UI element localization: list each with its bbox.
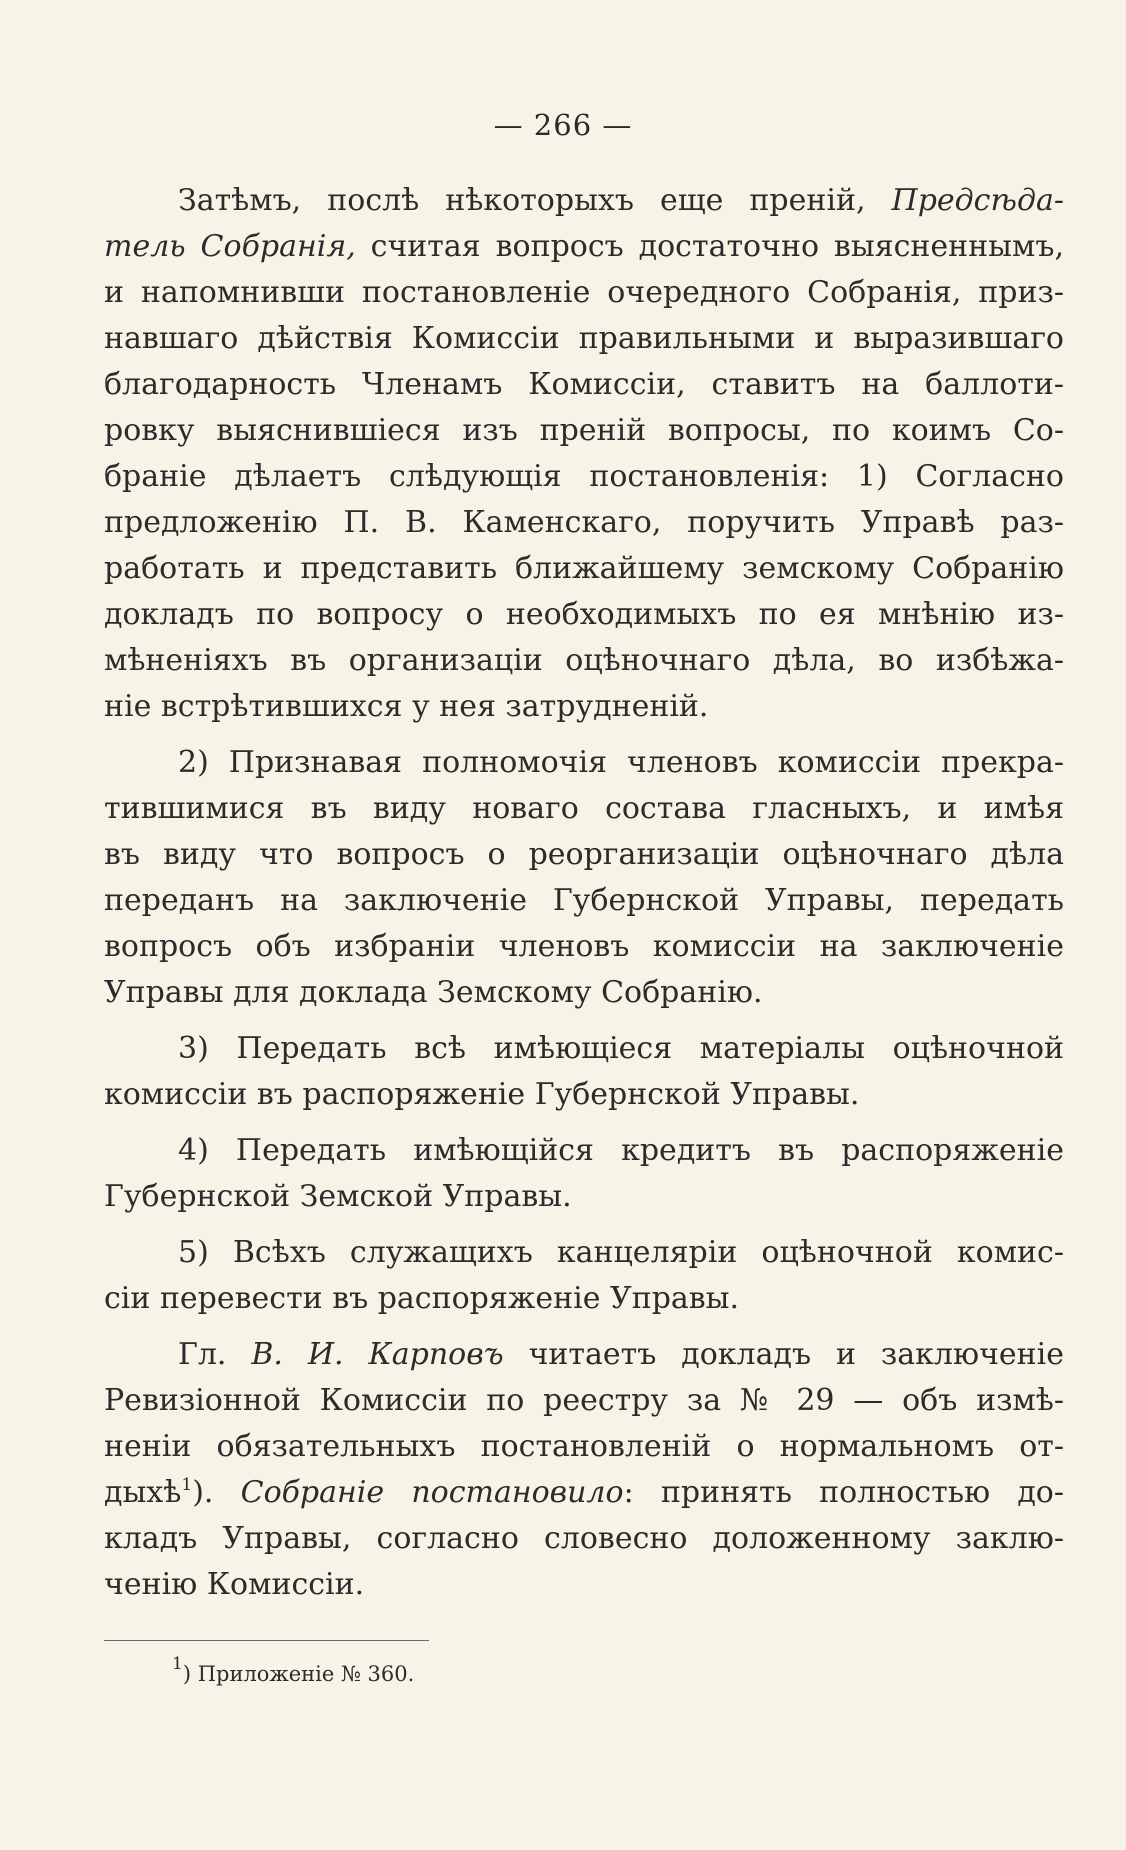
text-line: Управы для доклада Земскому Собранію. (104, 975, 763, 1010)
text-line: 3) Передать всѣ имѣющіеся матеріалы оцѣночной (178, 1031, 1064, 1066)
text-line: ніе встрѣтившихся у нея затрудненій. (104, 689, 709, 724)
text-line: комиссіи въ распоряженіе Губернской Управы. (104, 1077, 860, 1112)
text-line: Затѣмъ, послѣ нѣкоторыхъ еще преній, Предсѣда- (178, 183, 1064, 218)
text-line: работать и представить ближайшему земскому Собранію (104, 551, 1064, 586)
text-line: благодарность Членамъ Комиссіи, ставитъ на баллоти- (104, 367, 1064, 402)
text-line: кладъ Управы, согласно словесно доложенному заклю- (104, 1521, 1064, 1556)
footnote-divider (104, 1640, 429, 1641)
text-line: тель Собранія, считая вопросъ достаточно выясненнымъ, (104, 229, 1065, 264)
paragraph-6 (104, 1332, 1064, 1608)
text-line: переданъ на заключеніе Губернской Управы, передать (104, 883, 1064, 918)
text-line: навшаго дѣйствія Комиссіи правильными и выразившаго (104, 321, 1064, 356)
text-line: браніе дѣлаетъ слѣдующія постановленія: 1) Согласно (104, 459, 1064, 494)
paragraph-5 (104, 1230, 1064, 1322)
paragraph-4 (104, 1128, 1064, 1220)
text-line: 4) Передать имѣющійся кредитъ въ распоряженіе (178, 1133, 1064, 1168)
text-line: докладъ по вопросу о необходимыхъ по ея мнѣнію из- (104, 597, 1064, 632)
footnote-marker: 1 (172, 1654, 183, 1674)
paragraph-2 (104, 740, 1064, 1016)
text-line: ченію Комиссіи. (104, 1567, 365, 1602)
body-text (104, 178, 1064, 1608)
text-line: сіи перевести въ распоряженіе Управы. (104, 1281, 740, 1316)
text-line: вопросъ объ избраніи членовъ комиссіи на заключеніе (104, 929, 1064, 964)
footnote (172, 1654, 415, 1688)
footnote-text: ) Приложеніе № 360. (182, 1662, 415, 1686)
footnote-ref: 1 (181, 1475, 193, 1495)
text-line: предложенію П. В. Каменскаго, поручить Управѣ раз- (104, 505, 1064, 540)
text-line: 5) Всѣхъ служащихъ канцеляріи оцѣночной комис- (178, 1235, 1064, 1270)
text-line: ровку выяснившіеся изъ преній вопросы, по коимъ Со- (104, 413, 1064, 448)
text-line: мѣненіяхъ въ организаціи оцѣночнаго дѣла, во избѣжа- (104, 643, 1064, 678)
text-line: Ревизіонной Комиссіи по реестру за № 29 — объ измѣ- (104, 1383, 1064, 1418)
paragraph-3 (104, 1026, 1064, 1118)
text-line: дыхѣ$^1$). Собраніе постановило: принять полностью до- (104, 1475, 1064, 1510)
text-line: неніи обязательныхъ постановленій о нормальномъ от- (104, 1429, 1064, 1464)
text-line: въ виду что вопросъ о реорганизаціи оцѣночнаго дѣла (104, 837, 1064, 872)
text-line: Губернской Земской Управы. (104, 1179, 572, 1214)
text-line: Гл. В. И. Карповъ читаетъ докладъ и заключеніе (178, 1337, 1065, 1372)
text-line: тившимися въ виду новаго состава гласныхъ, и имѣя (104, 791, 1064, 826)
page-number: — 266 — (493, 108, 633, 142)
paragraph-1 (104, 178, 1064, 730)
text-line: и напомнивши постановленіе очередного Собранія, приз- (104, 275, 1064, 310)
text-line: 2) Признавая полномочія членовъ комиссіи прекра- (178, 745, 1064, 780)
